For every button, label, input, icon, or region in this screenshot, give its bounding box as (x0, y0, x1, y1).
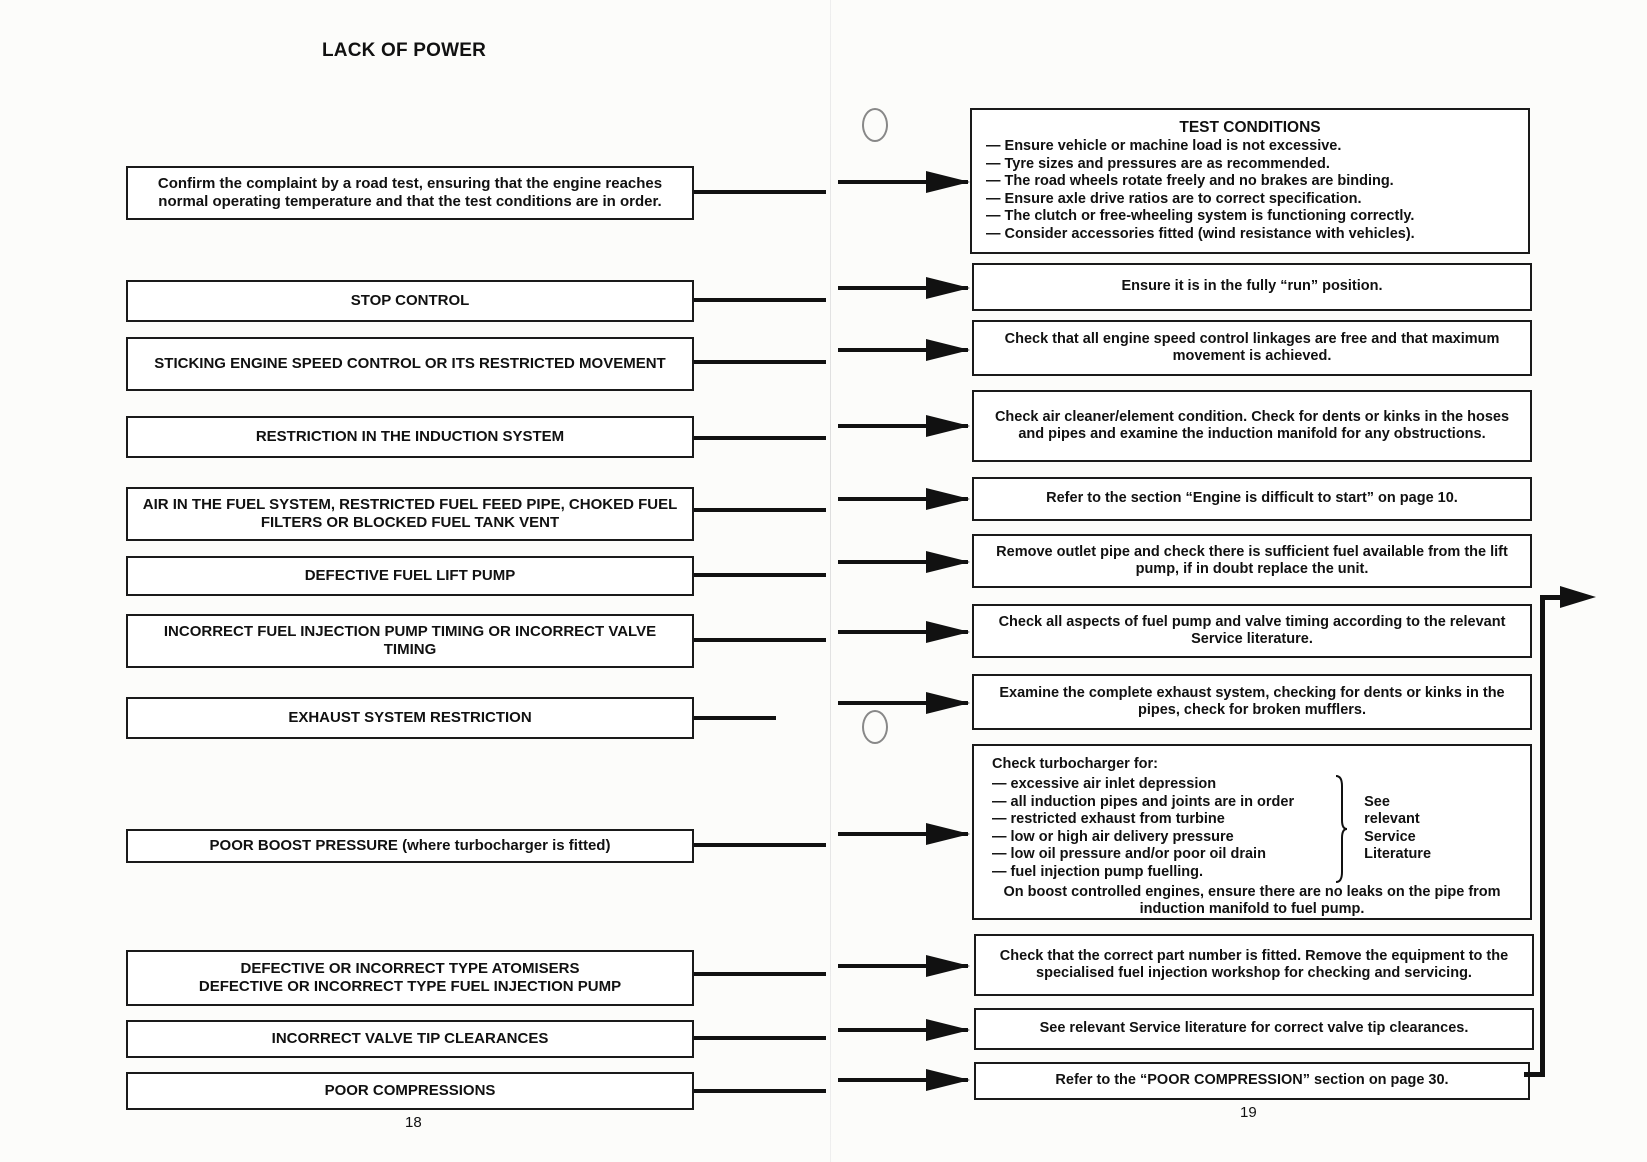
list-item: — restricted exhaust from turbine (992, 811, 1225, 827)
cause-text: STOP CONTROL (350, 292, 470, 309)
action-box (974, 1062, 1530, 1100)
action-box (972, 320, 1532, 376)
cause-text: DEFECTIVE FUEL LIFT PUMP (304, 567, 516, 584)
cause-text: Confirm the complaint by a road test, ensuring that the engine reaches normal operating temperature and that the test conditions are in order. (157, 175, 663, 210)
note-line: relevant (1364, 811, 1420, 827)
list-item: — Tyre sizes and pressures are as recommended. (986, 155, 1330, 172)
connector-arrow (838, 424, 968, 428)
cause-box (126, 166, 694, 220)
connector-arrow (838, 1028, 968, 1032)
connector-line (694, 843, 826, 847)
binding-mark (862, 710, 888, 744)
cause-text: EXHAUST SYSTEM RESTRICTION (288, 709, 532, 726)
action-box (972, 534, 1532, 588)
action-box (972, 263, 1532, 311)
connector-line (694, 638, 826, 642)
cause-text: INCORRECT VALVE TIP CLEARANCES (271, 1030, 549, 1047)
connector-line (694, 1036, 826, 1040)
action-text: Check all aspects of fuel pump and valve timing according to the relevant Service literature. (998, 613, 1506, 647)
page-title: LACK OF POWER (322, 40, 487, 61)
connector-arrow (838, 964, 968, 968)
connector-line (694, 1089, 826, 1093)
note-line: Literature (1364, 846, 1432, 862)
list-item: — fuel injection pump fuelling. (992, 863, 1204, 880)
cause-text: INCORRECT FUEL INJECTION PUMP TIMING OR INCORRECT VALVE TIMING (163, 623, 657, 658)
note-line: See (1364, 793, 1390, 810)
cause-box (126, 614, 694, 668)
action-text: See relevant Service literature for correct valve tip clearances. (1039, 1020, 1469, 1037)
cause-box (126, 1020, 694, 1058)
action-text: Refer to the “POOR COMPRESSION” section on page 30. (1055, 1072, 1449, 1089)
list-item: — Ensure vehicle or machine load is not excessive. (986, 138, 1342, 155)
action-text: Check air cleaner/element condition. Check for dents or kinks in the hoses and pipes and examine the induction manifold for any obstructions. (994, 408, 1510, 442)
connector-line (694, 360, 826, 364)
connector-arrow (838, 286, 968, 290)
action-box (972, 744, 1532, 920)
connector-arrow (838, 560, 968, 564)
connector-line (694, 508, 826, 512)
connector-arrow (838, 1078, 968, 1082)
note-line: Service (1364, 828, 1416, 845)
cause-box (126, 416, 694, 458)
connector-line (694, 716, 776, 720)
arrowhead-icon (1560, 586, 1596, 608)
cause-box (126, 556, 694, 596)
cause-box (126, 337, 694, 391)
list-item: — Consider accessories fitted (wind resistance with vehicles). (986, 225, 1415, 242)
connector-arrow (838, 630, 968, 634)
list-item: — Ensure axle drive ratios are to correct specification. (986, 190, 1362, 207)
curly-brace-icon (1334, 774, 1348, 884)
connector-arrow (838, 701, 968, 705)
action-box (972, 477, 1532, 521)
cause-text: AIR IN THE FUEL SYSTEM, RESTRICTED FUEL FEED PIPE, CHOKED FUEL FILTERS OR BLOCKED FUEL TANK VENT (142, 496, 678, 531)
test-conditions-title: TEST CONDITIONS (1179, 118, 1321, 136)
list-item: — The clutch or free-wheeling system is functioning correctly. (986, 208, 1415, 225)
see-literature-note (1364, 794, 1431, 864)
action-box (974, 1008, 1534, 1050)
connector-arrow (838, 497, 968, 501)
action-text: Check that all engine speed control linkages are free and that maximum movement is achieved. (1004, 330, 1500, 364)
binding-mark (862, 108, 888, 142)
cause-text-line: DEFECTIVE OR INCORRECT TYPE FUEL INJECTION PUMP (198, 978, 622, 995)
action-box (970, 108, 1530, 254)
page-number-left: 18 (405, 1114, 422, 1131)
action-box (972, 390, 1532, 462)
connector-line (694, 573, 826, 577)
action-text: Remove outlet pipe and check there is sufficient fuel available from the lift pump, if in doubt replace the unit. (996, 543, 1508, 577)
connector-arrow (838, 180, 968, 184)
list-item: — The road wheels rotate freely and no brakes are binding. (986, 173, 1394, 190)
action-text: Ensure it is in the fully “run” position. (1121, 278, 1383, 295)
connector-line (694, 972, 826, 976)
cause-text: STICKING ENGINE SPEED CONTROL OR ITS RESTRICTED MOVEMENT (154, 355, 666, 372)
connector-line (694, 298, 826, 302)
connector-arrow (838, 348, 968, 352)
cause-box (126, 950, 694, 1006)
connector-arrow (838, 832, 968, 836)
action-text: Refer to the section “Engine is difficult to start” on page 10. (1046, 490, 1458, 507)
cause-text: RESTRICTION IN THE INDUCTION SYSTEM (255, 428, 565, 445)
action-text: Examine the complete exhaust system, checking for dents or kinks in the pipes, check for broken mufflers. (999, 684, 1505, 718)
action-box (974, 934, 1534, 996)
list-item: — excessive air inlet depression (992, 776, 1217, 792)
list-item: — low oil pressure and/or poor oil drain (992, 846, 1266, 862)
list-item: — low or high air delivery pressure (992, 828, 1234, 845)
list-item: — all induction pipes and joints are in order (992, 793, 1295, 810)
cause-text: POOR BOOST PRESSURE (where turbocharger is fitted) (209, 837, 611, 854)
turbo-title: Check turbocharger for: (992, 756, 1158, 772)
connector-line (694, 436, 826, 440)
return-connector (1540, 595, 1545, 1075)
cause-text-line: DEFECTIVE OR INCORRECT TYPE ATOMISERS (240, 960, 580, 977)
turbo-checklist (992, 774, 1512, 884)
turbo-list (992, 776, 1294, 881)
cause-box (126, 829, 694, 863)
cause-box (126, 280, 694, 322)
action-text: Check that the correct part number is fitted. Remove the equipment to the specialised fuel injection workshop for checking and servicing. (999, 947, 1509, 981)
action-box (972, 674, 1532, 730)
test-conditions-list (986, 138, 1514, 243)
connector-line (694, 190, 826, 194)
cause-box (126, 487, 694, 541)
cause-text: POOR COMPRESSIONS (324, 1082, 496, 1099)
cause-box (126, 697, 694, 739)
turbo-footer: On boost controlled engines, ensure there are no leaks on the pipe from induction manifold to fuel pump. (1003, 883, 1501, 917)
action-box (972, 604, 1532, 658)
cause-box (126, 1072, 694, 1110)
page-gutter (830, 0, 831, 1162)
page-number-right: 19 (1240, 1104, 1257, 1121)
